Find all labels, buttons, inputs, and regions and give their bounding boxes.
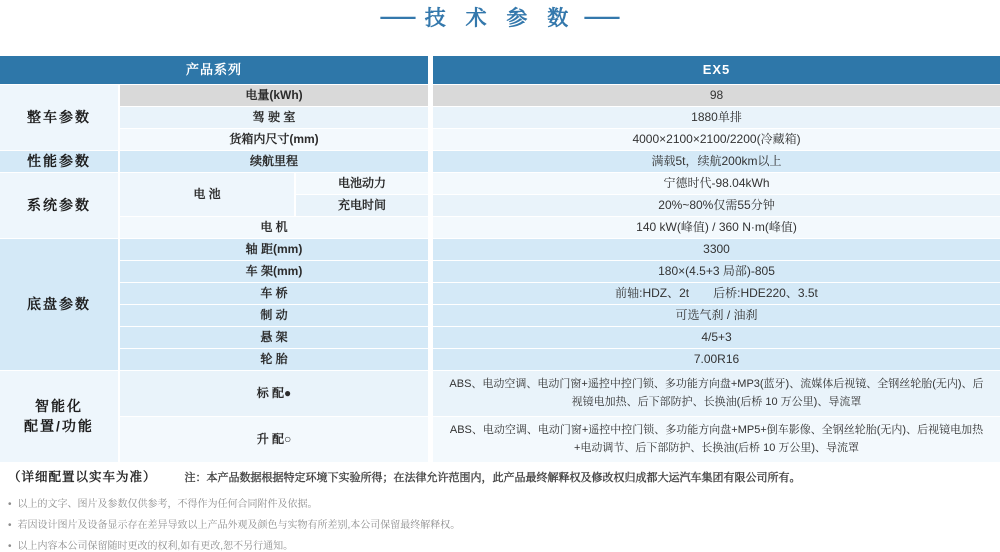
row-value-suspension: 4/5+3 [433,327,1000,348]
row-value-battery-power: 宁德时代-98.04kWh [433,173,1000,194]
footer-note: 注：本产品数据根据特定环境下实验所得；在法律允许范围内，此产品最终解释权及修改权归成都大运汽车集团有限公司所有。 [184,472,801,484]
row-value-standard-config: ABS、电动空调、电动门窗+遥控中控门锁、多功能方向盘+MP3(蓝牙)、流媒体后视镜、全钢丝轮胎(无内)、后视镜电加热、后下部防护、长换油(后桥 10 万公里)、导流罩 [433,371,1000,416]
category-vehicle: 整车参数 [0,85,118,150]
row-value-upgrade-config: ABS、电动空调、电动门窗+遥控中控门锁、多功能方向盘+MP5+倒车影像、全钢丝轮胎(无内)、后视镜电加热+电动调节、后下部防护、长换油(后桥 10 万公里)、导流罩 [433,417,1000,462]
footer [8,467,992,552]
page-title-text: 技 术 参 数 [424,7,576,30]
footer-disclaimer-line [8,467,992,485]
row-label-upgrade-config: 升 配○ [120,417,428,462]
category-chassis: 底盘参数 [0,239,118,370]
bullet-icon: • [8,520,12,531]
row-label-standard-config: 标 配● [120,371,428,416]
table-header-product-series: 产品系列 [0,56,428,84]
row-value-wheelbase: 3300 [433,239,1000,260]
table-header-model: EX5 [433,56,1000,84]
row-value-axle: 前轴:HDZ、2t 后桥:HDE220、3.5t [433,283,1000,304]
row-value-brake: 可选气刹 / 油刹 [433,305,1000,326]
footer-bullet-text: 以上的文字、图片及参数仅供参考，不得作为任何合同附件及依据。 [17,499,318,510]
row-label-capacity: 电量(kWh) [120,85,428,106]
footer-bullet-text: 以上内容本公司保留随时更改的权利,如有更改,恕不另行通知。 [17,541,294,552]
title-dash-right: — [584,4,620,29]
row-label-frame: 车 架(mm) [120,261,428,282]
row-value-capacity: 98 [433,85,1000,106]
page-title [0,2,1000,32]
row-label-axle: 车 桥 [120,283,428,304]
row-value-range: 满载5t，续航200km以上 [433,151,1000,172]
row-label-battery-power: 电池动力 [294,173,428,194]
category-smart-line1: 智能化 [35,397,83,414]
row-value-motor: 140 kW(峰值) / 360 N·m(峰值) [433,217,1000,238]
footer-bullet-list [8,495,992,552]
row-label-range: 续航里程 [120,151,428,172]
row-label-cargo: 货箱内尺寸(mm) [120,129,428,150]
row-label-tire: 轮 胎 [120,349,428,370]
row-label-wheelbase: 轴 距(mm) [120,239,428,260]
row-value-cab: 1880单排 [433,107,1000,128]
title-dash-left: — [380,4,416,29]
row-label-cab: 驾 驶 室 [120,107,428,128]
row-label-motor: 电 机 [120,217,428,238]
row-label-suspension: 悬 架 [120,327,428,348]
row-label-brake: 制 动 [120,305,428,326]
footer-disclaimer-bold: （详细配置以实车为准） [8,470,157,484]
footer-bullet-item [8,516,992,531]
row-label-charge-time: 充电时间 [294,195,428,216]
category-smart-line2: 配置/功能 [24,417,94,434]
footer-bullet-item [8,495,992,510]
group-label-battery: 电 池 [120,173,294,216]
row-value-tire: 7.00R16 [433,349,1000,370]
row-value-frame: 180×(4.5+3 局部)-805 [433,261,1000,282]
spec-table [0,56,1000,462]
category-performance: 性能参数 [0,151,118,172]
footer-bullet-item [8,537,992,552]
footer-bullet-text: 若因设计图片及设备显示存在差异导致以上产品外观及颜色与实物有所差别,本公司保留最终解释权。 [17,520,461,531]
category-smart [0,371,118,462]
row-value-charge-time: 20%~80%仅需55分钟 [433,195,1000,216]
bullet-icon: • [8,541,12,552]
category-system: 系统参数 [0,173,118,238]
bullet-icon: • [8,499,12,510]
row-value-cargo: 4000×2100×2100/2200(冷藏箱) [433,129,1000,150]
